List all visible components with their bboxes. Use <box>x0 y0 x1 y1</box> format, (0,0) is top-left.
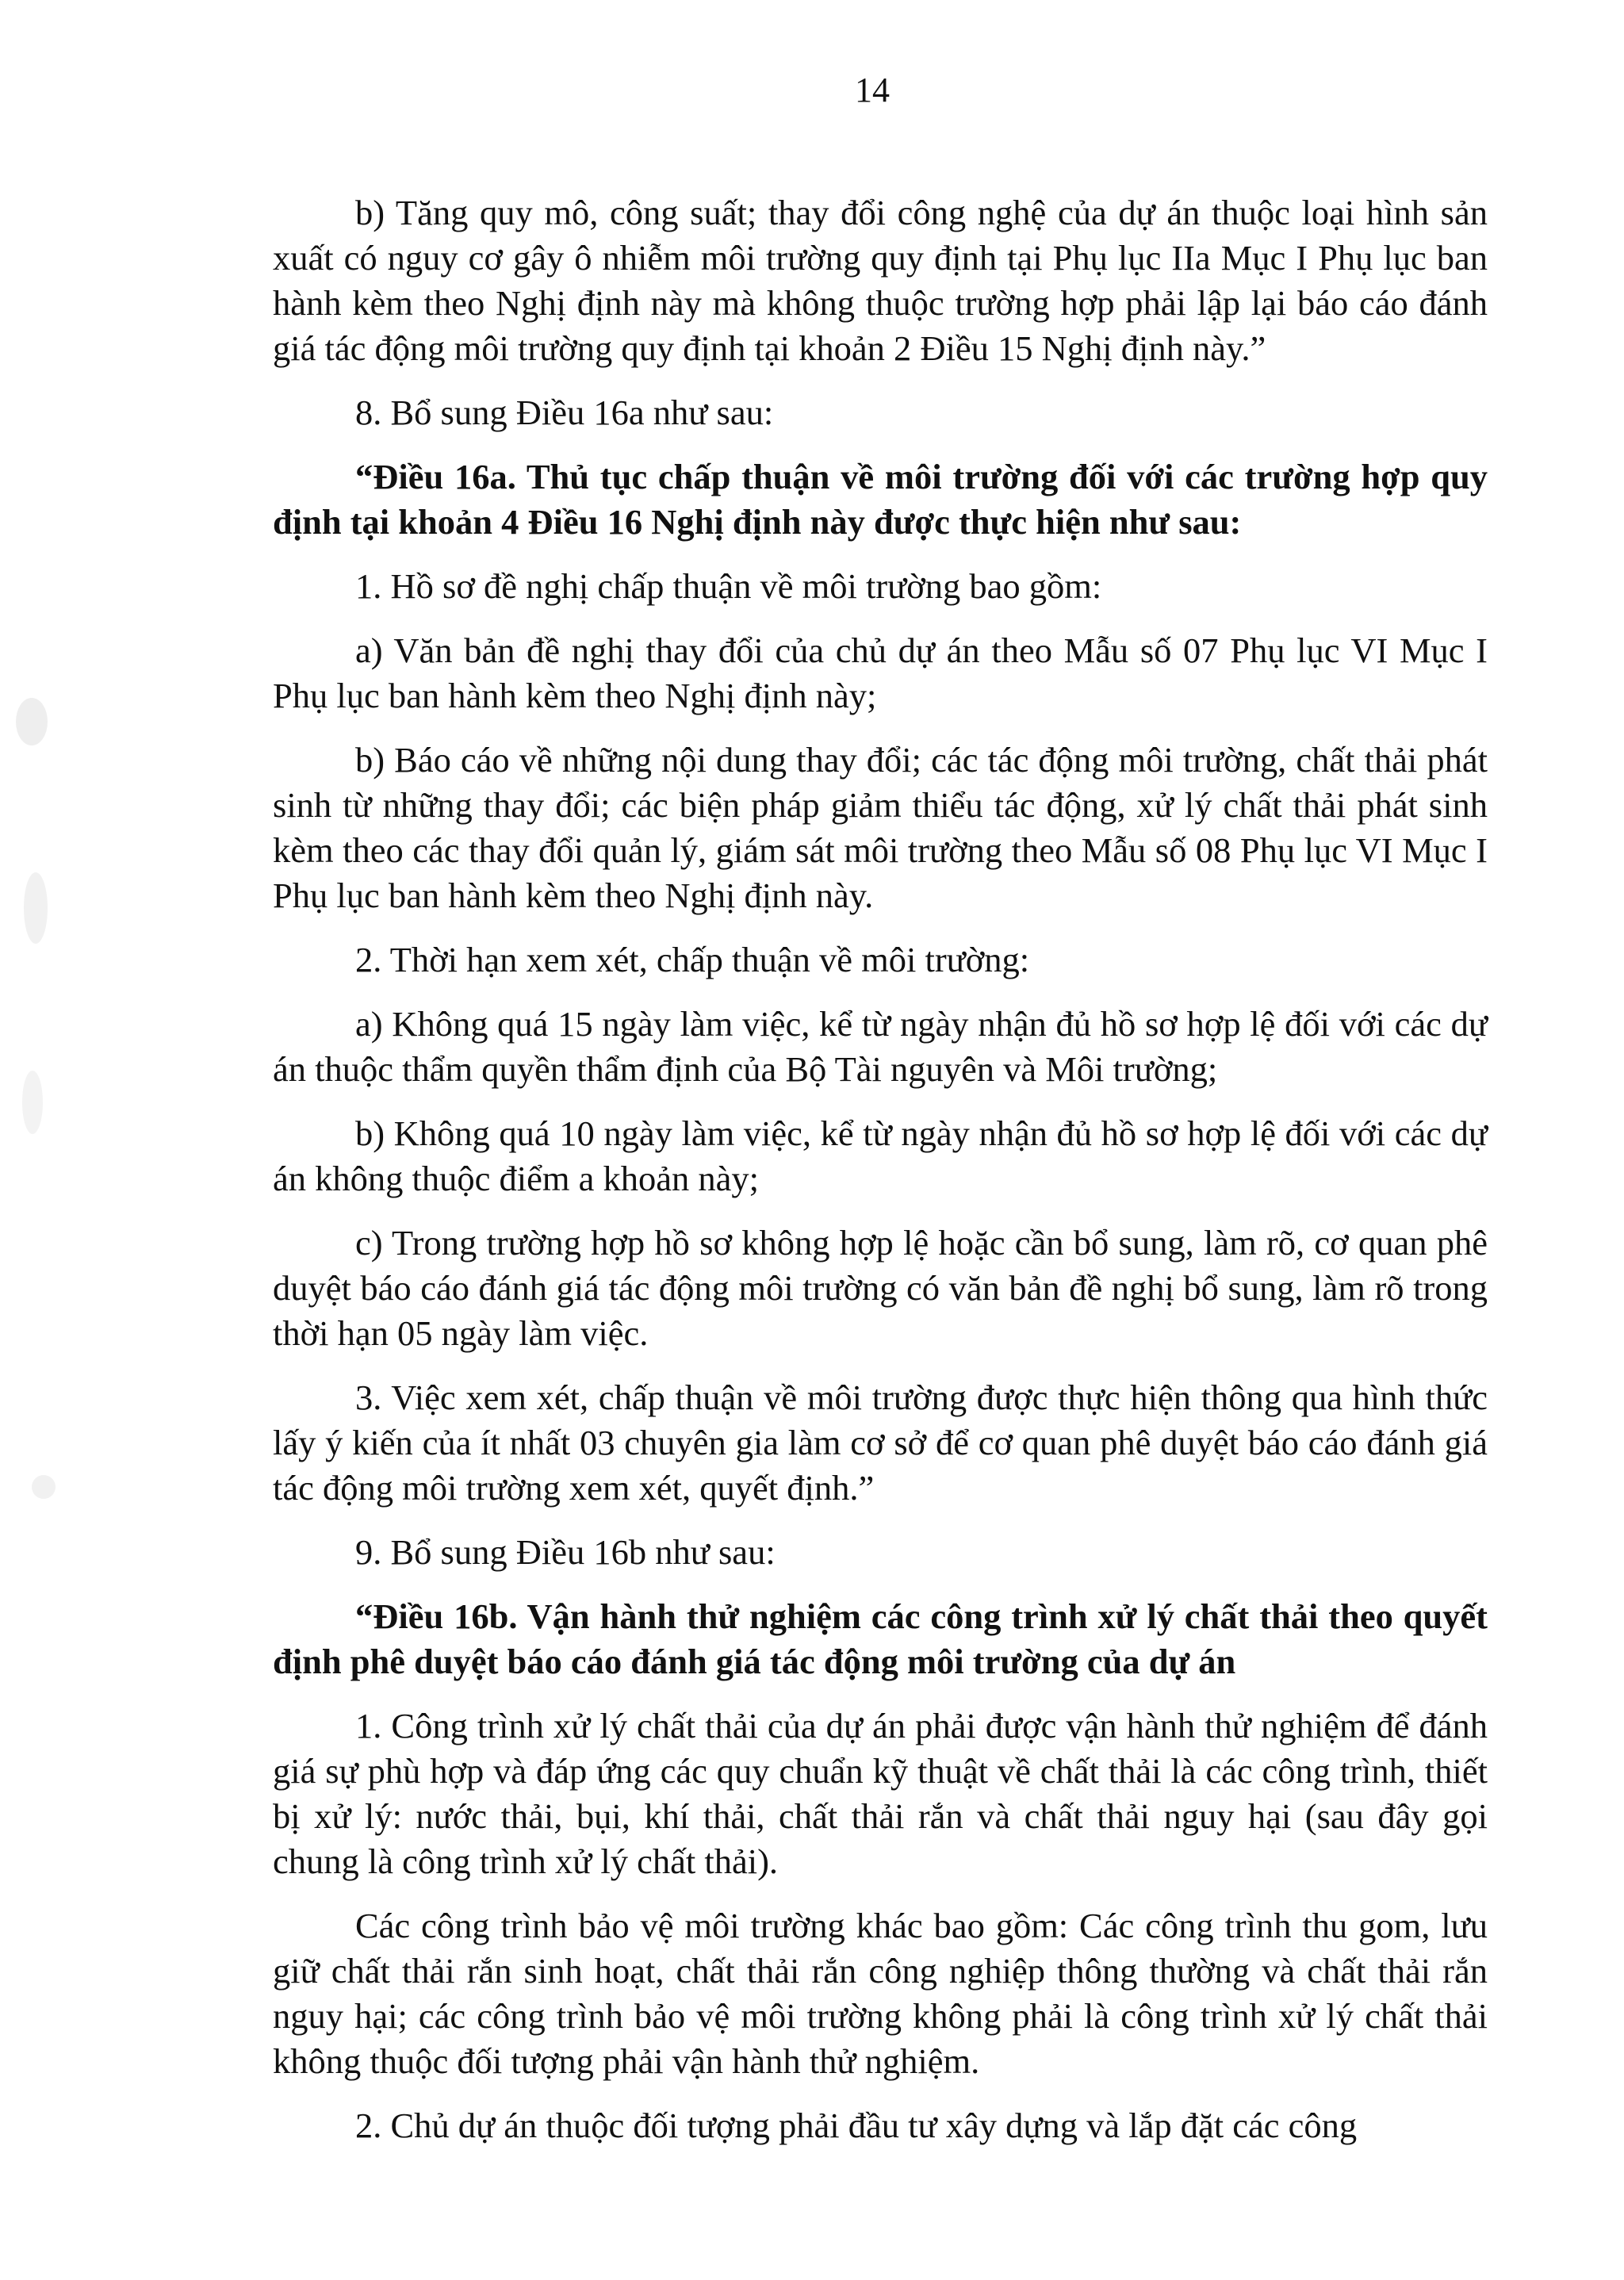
paragraph: a) Không quá 15 ngày làm việc, kể từ ngày nhận đủ hồ sơ hợp lệ đối với các dự án thuộc thẩm quyền thẩm định của Bộ Tài nguyên và Môi trường; <box>273 1004 1488 1089</box>
paragraph: 1. Hồ sơ đề nghị chấp thuận về môi trường bao gồm: <box>355 566 1102 606</box>
document-body <box>273 190 1488 2167</box>
paragraph: 9. Bổ sung Điều 16b như sau: <box>355 1532 776 1572</box>
paragraph: 1. Công trình xử lý chất thải của dự án phải được vận hành thử nghiệm để đánh giá sự phù hợp và đáp ứng các quy chuẩn kỹ thuật về chất thải là các công trình, thiết bị xử lý: nước thải, bụi, khí thải, chất thải rắn và chất thải nguy hại (sau đây gọi chung là công trình xử lý chất thải). <box>273 1706 1488 1881</box>
paragraph: b) Tăng quy mô, công suất; thay đổi công nghệ của dự án thuộc loại hình sản xuất có nguy cơ gây ô nhiễm môi trường quy định tại Phụ lục IIa Mục I Phụ lục ban hành kèm theo Nghị định này mà không thuộc trường hợp phải lập lại báo cáo đánh giá tác động môi trường quy định tại khoản 2 Điều 15 Nghị định này.” <box>273 193 1488 368</box>
paragraph: “Điều 16a. Thủ tục chấp thuận về môi trường đối với các trường hợp quy định tại khoản 4 Điều 16 Nghị định này được thực hiện như sau: <box>273 457 1488 542</box>
paragraph: 8. Bổ sung Điều 16a như sau: <box>355 393 774 432</box>
page-number: 14 <box>855 71 890 109</box>
paragraph: b) Không quá 10 ngày làm việc, kể từ ngày nhận đủ hồ sơ hợp lệ đối với các dự án không thuộc điểm a khoản này; <box>273 1113 1488 1198</box>
paragraph: a) Văn bản đề nghị thay đổi của chủ dự án theo Mẫu số 07 Phụ lục VI Mục I Phụ lục ban hành kèm theo Nghị định này; <box>273 630 1488 715</box>
scan-speckle <box>24 872 48 944</box>
paragraph: 2. Thời hạn xem xét, chấp thuận về môi trường: <box>355 940 1030 979</box>
scan-speckle <box>32 1475 56 1499</box>
paragraph: Các công trình bảo vệ môi trường khác bao gồm: Các công trình thu gom, lưu giữ chất thải rắn sinh hoạt, chất thải rắn công nghiệp thông thường và chất thải rắn nguy hại; các công trình bảo vệ môi trường không phải là công trình xử lý chất thải không thuộc đối tượng phải vận hành thử nghiệm. <box>273 1906 1488 2081</box>
scan-speckle <box>16 698 48 745</box>
paragraph: c) Trong trường hợp hồ sơ không hợp lệ hoặc cần bổ sung, làm rõ, cơ quan phê duyệt báo cáo đánh giá tác động môi trường có văn bản đề nghị bổ sung, làm rõ trong thời hạn 05 ngày làm việc. <box>273 1223 1488 1353</box>
paragraph: b) Báo cáo về những nội dung thay đổi; các tác động môi trường, chất thải phát sinh từ những thay đổi; các biện pháp giảm thiểu tác động, xử lý chất thải phát sinh kèm theo các thay đổi quản lý, giám sát môi trường theo Mẫu số 08 Phụ lục VI Mục I Phụ lục ban hành kèm theo Nghị định này. <box>273 740 1488 915</box>
paragraph: “Điều 16b. Vận hành thử nghiệm các công trình xử lý chất thải theo quyết định phê duyệt báo cáo đánh giá tác động môi trường của dự án <box>273 1596 1488 1681</box>
paragraph: 3. Việc xem xét, chấp thuận về môi trường được thực hiện thông qua hình thức lấy ý kiến của ít nhất 03 chuyên gia làm cơ sở để cơ quan phê duyệt báo cáo đánh giá tác động môi trường xem xét, quyết định.” <box>273 1378 1488 1508</box>
scan-speckle <box>22 1071 43 1134</box>
paragraph: 2. Chủ dự án thuộc đối tượng phải đầu tư xây dựng và lắp đặt các công <box>355 2106 1358 2145</box>
